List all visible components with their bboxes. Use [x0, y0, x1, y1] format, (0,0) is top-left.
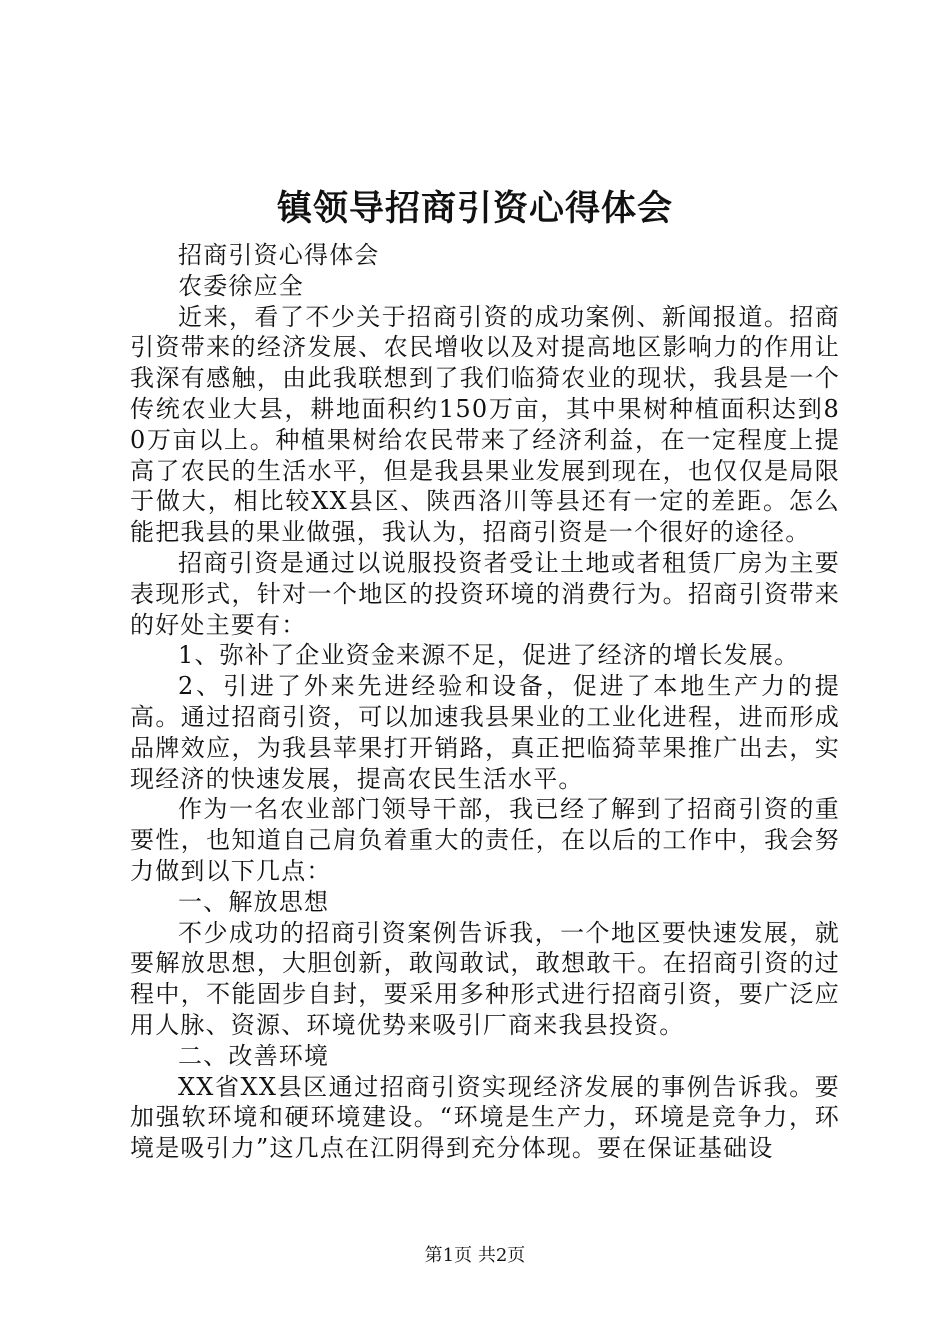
document-title: 镇领导招商引资心得体会	[276, 188, 673, 229]
paragraph-section-2: XX省XX县区通过招商引资实现经济发展的事例告诉我。要加强软环境和硬环境建设。“环境是生产力，环境是竞争力，环境是吸引力”这几点在江阴得到充分体现。要在保证基础设	[130, 1072, 840, 1163]
section-heading-2: 二、改善环境	[178, 1041, 330, 1070]
paragraph-author: 农委徐应全	[178, 271, 304, 300]
paragraph-subtitle: 招商引资心得体会	[178, 241, 380, 269]
paragraph-benefit-1: 1、弥补了企业资金来源不足，促进了经济的增长发展。	[178, 641, 800, 670]
paragraph-definition: 招商引资是通过以说服投资者受让土地或者租赁厂房为主要表现形式，针对一个地区的投资环境的消费行为。招商引资带来的好处主要有：	[130, 548, 840, 639]
document-body	[130, 240, 840, 1164]
section-heading-1: 一、解放思想	[178, 887, 330, 916]
paragraph-benefit-2: 2、引进了外来先进经验和设备，促进了本地生产力的提高。通过招商引资，可以加速我县果业的工业化进程，进而形成品牌效应，为我县苹果打开销路，真正把临猗苹果推广出去，实现经济的快速发展，提高农民生活水平。	[130, 672, 840, 793]
paragraph-intro: 近来，看了不少关于招商引资的成功案例、新闻报道。招商引资带来的经济发展、农民增收以及对提高地区影响力的作用让我深有感触，由此我联想到了我们临猗农业的现状，我县是一个传统农业大县，耕地面积约150万亩，其中果树种植面积达到80万亩以上。种植果树给农民带来了经济利益，在一定程度上提高了农民的生活水平，但是我县果业发展到现在，也仅仅是局限于做大，相比较XX县区、陕西洛川等县还有一定的差距。怎么能把我县的果业做强，我认为，招商引资是一个很好的途径。	[130, 302, 840, 547]
paragraph-section-1: 不少成功的招商引资案例告诉我，一个地区要快速发展，就要解放思想，大胆创新，敢闯敢试，敢想敢干。在招商引资的过程中，不能固步自封，要采用多种形式进行招商引资，要广泛应用人脉、资源、环境优势来吸引厂商来我县投资。	[130, 918, 840, 1039]
page-footer: 第1页 共2页	[424, 1245, 526, 1266]
paragraph-commitment: 作为一名农业部门领导干部，我已经了解到了招商引资的重要性，也知道自己肩负着重大的责任，在以后的工作中，我会努力做到以下几点：	[130, 795, 840, 885]
